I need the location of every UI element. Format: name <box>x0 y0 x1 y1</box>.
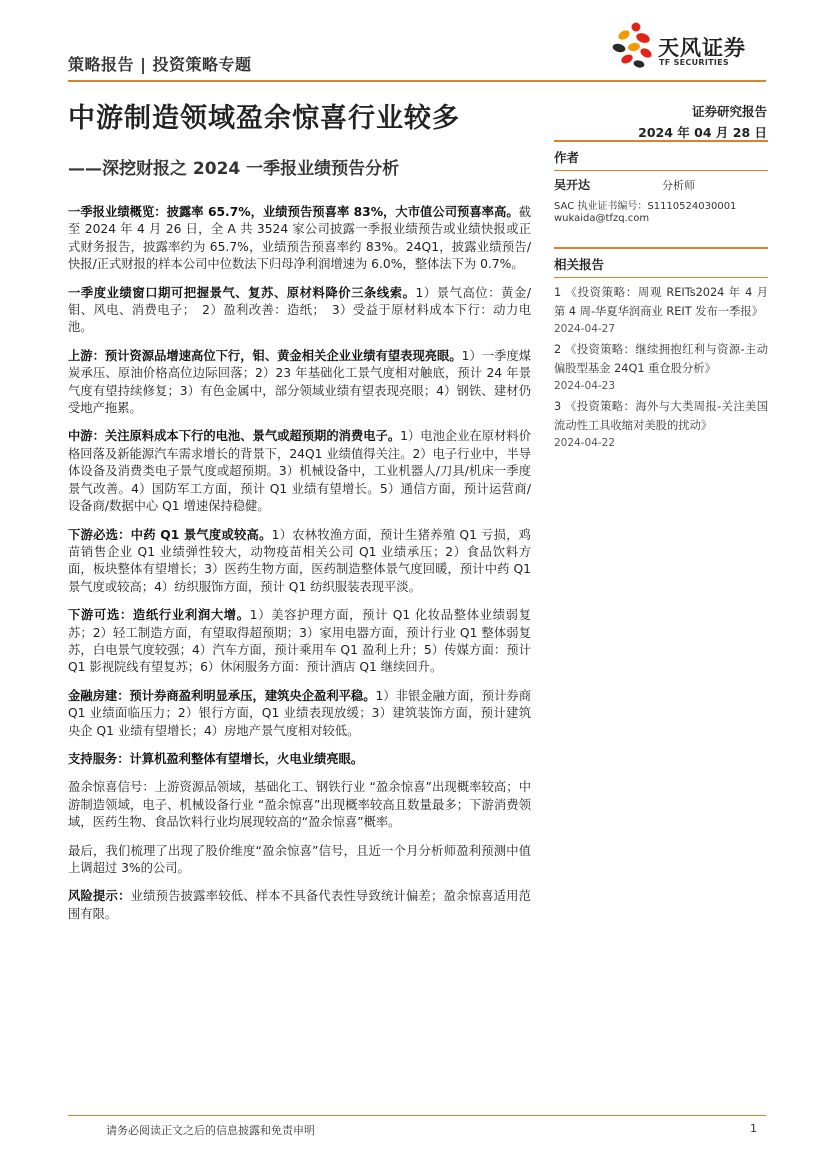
paragraph-conclusion <box>68 843 531 878</box>
related-report-date: 2024-04-27 <box>554 323 616 335</box>
report-date: 2024 年 04 月 28 日 <box>638 125 767 140</box>
author-cert-number: SAC 执业证书编号：S1110524030001 <box>554 201 737 212</box>
paragraph-text: 盈余惊喜信号：上游资源品领域，基础化工、钢铁行业 “盈余惊喜”出现概率较高；中游制造领域，电子、机械设备行业 “盈余惊喜”出现概率较高且数量最多；下游消费领域，医药生物、食品饮料行业均展现较高的“盈余惊喜”概率。 <box>68 780 531 830</box>
paragraph-downstream-essential <box>68 527 531 597</box>
paragraph-surprise-signal <box>68 779 531 831</box>
paragraph-text: 1）美容护理方面，预计 Q1 化妆品整体业绩弱复苏；2）轻工制造方面，有望取得超预期；3）家用电器方面，预计行业 Q1 整体弱复苏，白电景气度较强；4）汽车方面，预计乘用车 Q1 盈利上升；5）传媒方面：预计 Q1 影视院线有望复苏；6）休闲服务方面：预计酒店 Q1 继续回升。 <box>68 608 531 675</box>
logo-text-en: TF SECURITIES <box>659 58 729 67</box>
paragraph-text: 业绩预告披露率较低、样本不具备代表性导致统计偏差；盈余惊喜适用范围有限。 <box>68 889 531 921</box>
paragraph-upstream <box>68 348 531 418</box>
paragraph-support-services <box>68 751 531 768</box>
paragraph-text: 最后，我们梳理了出现了股价维度“盈余惊喜”信号，且近一个月分析师盈利预测中值上调超过 3%的公司。 <box>68 843 531 875</box>
paragraph-text: 1）非银金融方面，预计券商 Q1 业绩面临压力；2）银行方面，Q1 业绩表现放缓；3）建筑装饰方面，预计建筑央企 Q1 业绩有望增长；4）房地产景气度相对较低。 <box>68 688 531 738</box>
logo-mark-icon <box>610 20 656 72</box>
author-name: 吴开达 <box>554 178 591 192</box>
paragraph-heading: 金融房建：预计券商盈利明显承压，建筑央企盈利平稳。 <box>68 688 376 703</box>
page-title: 中游制造领域盈余惊喜行业较多 <box>68 103 460 134</box>
main-content <box>68 204 531 934</box>
paragraph-downstream-optional <box>68 607 531 677</box>
logo-text-cn: 天风证券 <box>658 36 746 60</box>
paragraph-text: 1）一季度煤炭承压、原油价格高位边际回落；2）23 年基础化工景气度相对触底，预计 24 年景气度有望持续修复；3）有色金属中，部分领域业绩有望表现亮眼；4）钢铁、建材仍受地产拖累。 <box>68 348 531 416</box>
paragraph-text: 1）景气高位：黄金/钼、风电、消费电子； 2）盈利改善：造纸； 3）受益于原材料成本下行：动力电池。 <box>68 285 531 335</box>
paragraph-heading: 下游必选：中药 Q1 景气度或较高。 <box>68 527 272 542</box>
header-divider <box>68 80 766 82</box>
related-report-date: 2024-04-22 <box>554 437 616 449</box>
related-report-item[interactable]: 1 《投资策略：周观 REITs2024 年 4 月第 4 周-华夏华润商业 REIT 发布一季报》 <box>554 286 768 318</box>
report-category: 策略报告 | 投资策略专题 <box>68 55 252 74</box>
footer-divider <box>68 1115 766 1116</box>
paragraph-overview <box>68 204 531 274</box>
author-card <box>554 171 768 229</box>
paragraph-window <box>68 285 531 337</box>
tf-securities-logo <box>610 20 770 72</box>
paragraph-heading: 下游可选：造纸行业利润大增。 <box>68 608 250 623</box>
report-type: 证券研究报告 <box>691 104 767 119</box>
related-report-item[interactable]: 3 《投资策略：海外与大类周报-关注美国流动性工具收缩对美股的扰动》 <box>554 400 768 432</box>
sidebar <box>554 140 768 453</box>
paragraph-midstream <box>68 428 531 515</box>
paragraph-text: 1）电池企业在原材料价格回落及新能源汽车需求增长的背景下，24Q1 业绩值得关注。2）电子行业中，半导体设备及消费类电子景气度或超预期。3）机械设备中，工业机器人/刀具/机床一季度景气改善。4）国防军工方面，预计 Q1 业绩有望增长。5）通信方面，预计运营商/设备商/数据中心 Q1 增速保持稳健。 <box>68 429 531 514</box>
author-role: 分析师 <box>662 179 695 192</box>
paragraph-heading: 上游：预计资源品增速高位下行，钼、黄金相关企业业绩有望表现亮眼。 <box>68 348 462 363</box>
paragraph-heading: 一季报业绩概览：披露率 65.7%，业绩预告预喜率 83%，大市值公司预喜率高。 <box>68 205 519 219</box>
footer-disclaimer: 请务必阅读正文之后的信息披露和免责申明 <box>106 1124 315 1137</box>
related-report-list <box>554 283 768 449</box>
paragraph-heading: 一季度业绩窗口期可把握景气、复苏、原材料降价三条线索。 <box>68 285 416 300</box>
paragraph-heading: 中游：关注原料成本下行的电池、景气或超预期的消费电子。 <box>68 429 401 444</box>
related-report-item[interactable]: 2 《投资策略：继续拥抱红利与资源-主动偏股型基金 24Q1 重仓股分析》 <box>554 343 768 375</box>
paragraph-text: 1）农林牧渔方面，预计生猪养殖 Q1 亏损，鸡苗销售企业 Q1 业绩弹性较大，动物疫苗相关公司 Q1 业绩承压；2）食品饮料方面，板块整体有望增长；3）医药生物方面，医药制造整体景气度回暖，预计中药 Q1 景气度或较高；4）纺织服饰方面，预计 Q1 纺织服装表现平淡。 <box>68 527 531 594</box>
author-email[interactable]: wukaida@tfzq.com <box>554 213 650 224</box>
paragraph-heading: 支持服务：计算机盈利整体有望增长，火电业绩亮眼。 <box>68 751 364 766</box>
page-subtitle: ——深挖财报之 2024 一季报业绩预告分析 <box>68 159 400 179</box>
paragraph-risk <box>68 888 531 923</box>
page-number: 1 <box>750 1122 757 1135</box>
paragraph-finance-construction <box>68 688 531 740</box>
related-report-date: 2024-04-23 <box>554 380 616 392</box>
related-section-title: 相关报告 <box>554 247 768 278</box>
author-section-title: 作者 <box>554 140 768 171</box>
paragraph-text: 截至 2024 年 4 月 26 日，全 A 共 3524 家公司披露一季报业绩预告或业绩快报或正式财务报告，披露率约为 65.7%，业绩预告预喜率约 83%。24Q1，披露业绩预告/快报/正式财报的样本公司中位数法下归母净利润增速为 6.0%，整体法下为 0.7%。 <box>68 205 531 272</box>
paragraph-heading: 风险提示： <box>68 889 131 904</box>
